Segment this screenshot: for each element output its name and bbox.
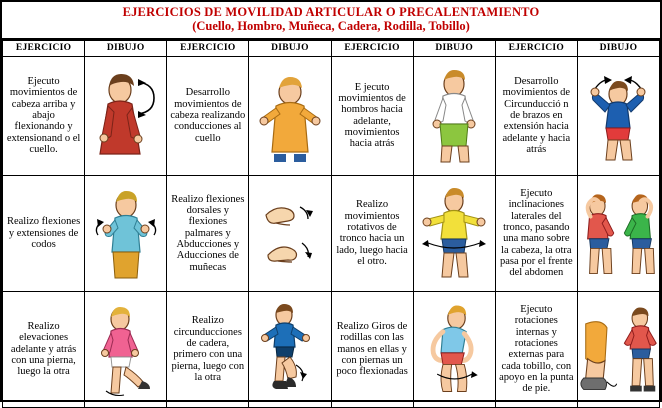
column-header-ejercicio-3: EJERCICIO (331, 40, 413, 56)
table-row (3, 175, 660, 291)
column-header-dibujo-1: DIBUJO (85, 40, 167, 56)
exercise-illustration-cell (85, 175, 167, 291)
exercise-description-cell: Realizo elevaciones adelante y atrás con una pierna, luego la otra (3, 291, 85, 407)
exercise-illustration-cell (85, 291, 167, 407)
exercise-illustration-cell (249, 291, 331, 407)
exercise-description-cell: Realizo movimientos rotativos de tronco hacia un lado, luego hacia el otro. (331, 175, 413, 291)
exercise-illustration-cell (413, 175, 495, 291)
figure-trunk-rotation (414, 176, 495, 291)
exercise-description-cell: Ejecuto inclinaciones laterales del tronco, pasando una mano sobre la cabeza, la otra pasa por el frente del abdomen (495, 175, 577, 291)
exercise-illustration-cell (249, 56, 331, 175)
table-row (3, 56, 660, 175)
exercise-description-cell: Desarrollo movimientos de Circunducció n de brazos en extensión hacia adelante y hacia atrás (495, 56, 577, 175)
column-header-dibujo-4: DIBUJO (577, 40, 659, 56)
figure-neck-flexion-extension (85, 57, 166, 175)
column-header-ejercicio-4: EJERCICIO (495, 40, 577, 56)
title-line-2: (Cuello, Hombro, Muñeca, Cadera, Rodilla, Tobillo) (192, 19, 470, 34)
exercise-description-cell: Realizo Giros de rodillas con las manos en ellas y con piernas un poco flexionadas (331, 291, 413, 407)
exercise-illustration-cell (413, 56, 495, 175)
exercise-illustration-cell (85, 56, 167, 175)
table-header-row (3, 40, 660, 56)
document-title (2, 2, 660, 40)
column-header-ejercicio-1: EJERCICIO (3, 40, 85, 56)
exercise-illustration-cell (577, 56, 659, 175)
exercise-description-cell: Realizo flexiones dorsales y flexiones palmares y Abducciones y Aducciones de muñecas (167, 175, 249, 291)
figure-neck-rotation (249, 57, 330, 175)
figure-arm-circumduction (578, 57, 659, 175)
exercise-illustration-cell (249, 175, 331, 291)
exercise-table (2, 40, 660, 408)
exercise-description-cell: Realizo circunducciones de cadera, primero con una pierna, luego con la otra (167, 291, 249, 407)
title-line-1: EJERCICIOS DE MOVILIDAD ARTICULAR O PRECALENTAMIENTO (122, 5, 540, 19)
figure-leg-raises (85, 292, 166, 407)
exercise-description-cell: Realizo flexiones y extensiones de codos (3, 175, 85, 291)
figure-wrist-movements (249, 176, 330, 291)
exercise-description-cell: Ejecuto movimientos de cabeza arriba y abajo flexionando y extensionand o el cuello. (3, 56, 85, 175)
column-header-dibujo-3: DIBUJO (413, 40, 495, 56)
exercise-description-cell: Ejecuto rotaciones internas y rotaciones externas para cada tobillo, con apoyo en la punta de pie. (495, 291, 577, 407)
figure-ankle-rotation (578, 292, 659, 407)
figure-shoulder-circles (414, 57, 495, 175)
exercise-illustration-cell (413, 291, 495, 407)
exercise-description-cell: E jecuto movimientos de hombros hacia adelante, movimientos hacia atrás (331, 56, 413, 175)
figure-knee-circles (414, 292, 495, 407)
column-header-dibujo-2: DIBUJO (249, 40, 331, 56)
figure-lateral-trunk-bend (578, 176, 659, 291)
exercise-illustration-cell (577, 291, 659, 407)
figure-hip-circumduction (249, 292, 330, 407)
exercise-description-cell: Desarrollo movimientos de cabeza realizando conducciones al cuello (167, 56, 249, 175)
column-header-ejercicio-2: EJERCICIO (167, 40, 249, 56)
table-row (3, 291, 660, 407)
exercise-illustration-cell (577, 175, 659, 291)
figure-elbow-flexion (85, 176, 166, 291)
